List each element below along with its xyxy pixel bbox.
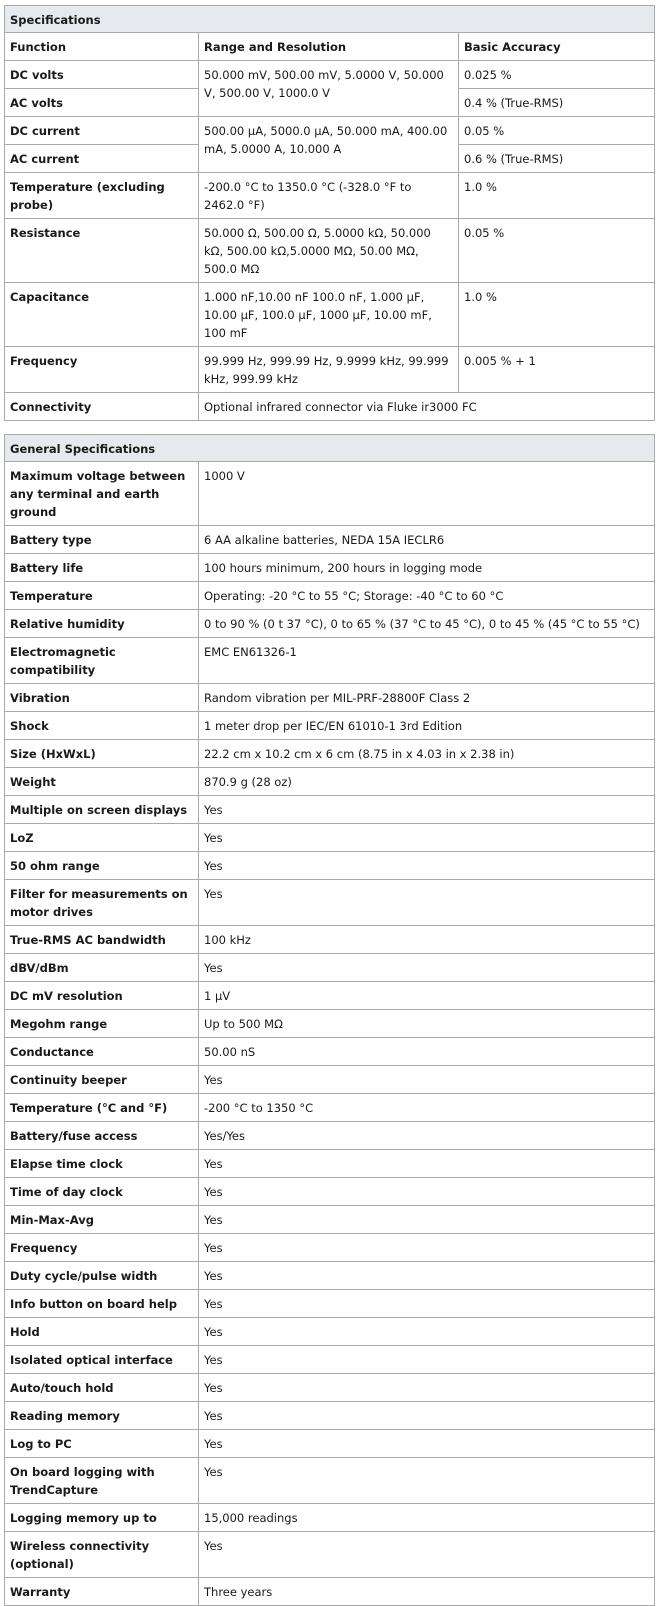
- row-range: 50.000 Ω, 500.00 Ω, 5.0000 kΩ, 50.000 kΩ, 500.00 kΩ,5.0000 MΩ, 50.00 MΩ, 500.0 MΩ: [199, 219, 459, 283]
- specifications-table: [4, 5, 655, 421]
- table-row: [5, 462, 655, 526]
- general-specifications-table: [4, 434, 655, 1606]
- table-row: [5, 740, 655, 768]
- spec-value: Yes: [199, 1402, 655, 1430]
- row-function: Capacitance: [5, 283, 199, 347]
- row-accuracy: 0.6 % (True-RMS): [459, 145, 655, 173]
- general-specifications-title: General Specifications: [5, 435, 655, 462]
- row-range: 99.999 Hz, 999.99 Hz, 9.9999 kHz, 99.999 kHz, 999.99 kHz: [199, 347, 459, 393]
- table-row: [5, 393, 655, 421]
- spec-value: Yes: [199, 1318, 655, 1346]
- spec-name: Continuity beeper: [5, 1066, 199, 1094]
- spec-value: 22.2 cm x 10.2 cm x 6 cm (8.75 in x 4.03 in x 2.38 in): [199, 740, 655, 768]
- row-accuracy: 0.05 %: [459, 219, 655, 283]
- spec-value: 1 µV: [199, 982, 655, 1010]
- table-row: [5, 526, 655, 554]
- spec-name: Logging memory up to: [5, 1504, 199, 1532]
- spec-name: Weight: [5, 768, 199, 796]
- table-row: [5, 712, 655, 740]
- table-row: [5, 768, 655, 796]
- row-range: 1.000 nF,10.00 nF 100.0 nF, 1.000 µF, 10.00 µF, 100.0 µF, 1000 µF, 10.00 mF, 100 mF: [199, 283, 459, 347]
- spec-name: True-RMS AC bandwidth: [5, 926, 199, 954]
- table-caption-row: [5, 6, 655, 33]
- spec-value: 0 to 90 % (0 t 37 °C), 0 to 65 % (37 °C to 45 °C), 0 to 45 % (45 °C to 55 °C): [199, 610, 655, 638]
- table-row: [5, 824, 655, 852]
- spec-name: Battery type: [5, 526, 199, 554]
- table-row: [5, 1150, 655, 1178]
- spec-value: Yes: [199, 1206, 655, 1234]
- spec-value: 870.9 g (28 oz): [199, 768, 655, 796]
- table-row: [5, 1458, 655, 1504]
- table-row: [5, 582, 655, 610]
- spec-name: dBV/dBm: [5, 954, 199, 982]
- table-row: [5, 638, 655, 684]
- spec-value: Yes: [199, 1262, 655, 1290]
- spec-value: Yes/Yes: [199, 1122, 655, 1150]
- spec-name: LoZ: [5, 824, 199, 852]
- header-accuracy: Basic Accuracy: [459, 33, 655, 61]
- table-row: [5, 347, 655, 393]
- table-row: [5, 1178, 655, 1206]
- table-row: [5, 173, 655, 219]
- spec-value: Three years: [199, 1578, 655, 1606]
- row-function: Resistance: [5, 219, 199, 283]
- table-row: [5, 1430, 655, 1458]
- spec-value: 1 meter drop per IEC/EN 61010-1 3rd Edition: [199, 712, 655, 740]
- spec-value: Random vibration per MIL-PRF-28800F Class 2: [199, 684, 655, 712]
- table-row: [5, 796, 655, 824]
- spec-name: Vibration: [5, 684, 199, 712]
- row-range: 500.00 µA, 5000.0 µA, 50.000 mA, 400.00 mA, 5.0000 A, 10.000 A: [199, 117, 459, 173]
- row-range: 50.000 mV, 500.00 mV, 5.0000 V, 50.000 V, 500.00 V, 1000.0 V: [199, 61, 459, 117]
- table-row: [5, 1010, 655, 1038]
- table-row: [5, 554, 655, 582]
- table-row: [5, 61, 655, 89]
- general-specifications-body: [5, 462, 655, 1606]
- spec-value: Yes: [199, 880, 655, 926]
- spec-name: Battery life: [5, 554, 199, 582]
- spec-name: Temperature (°C and °F): [5, 1094, 199, 1122]
- specifications-title: Specifications: [5, 6, 655, 33]
- table-row: [5, 1066, 655, 1094]
- spec-name: Frequency: [5, 1234, 199, 1262]
- spec-value: 6 AA alkaline batteries, NEDA 15A IECLR6: [199, 526, 655, 554]
- table-row: [5, 880, 655, 926]
- header-range: Range and Resolution: [199, 33, 459, 61]
- row-function: Frequency: [5, 347, 199, 393]
- row-function: Connectivity: [5, 393, 199, 421]
- spec-value: 1000 V: [199, 462, 655, 526]
- spec-value: Yes: [199, 852, 655, 880]
- table-row: [5, 1122, 655, 1150]
- spec-name: Isolated optical interface: [5, 1346, 199, 1374]
- spec-value: Yes: [199, 796, 655, 824]
- spec-name: Conductance: [5, 1038, 199, 1066]
- spec-name: Maximum voltage between any terminal and earth ground: [5, 462, 199, 526]
- row-accuracy: 0.025 %: [459, 61, 655, 89]
- spec-value: Yes: [199, 954, 655, 982]
- spec-name: Size (HxWxL): [5, 740, 199, 768]
- row-accuracy: 0.05 %: [459, 117, 655, 145]
- row-function: DC volts: [5, 61, 199, 89]
- table-row: [5, 1402, 655, 1430]
- row-range: -200.0 °C to 1350.0 °C (-328.0 °F to 2462.0 °F): [199, 173, 459, 219]
- spec-name: Log to PC: [5, 1430, 199, 1458]
- spec-value: EMC EN61326-1: [199, 638, 655, 684]
- spec-value: Up to 500 MΩ: [199, 1010, 655, 1038]
- table-row: [5, 1374, 655, 1402]
- spec-name: On board logging with TrendCapture: [5, 1458, 199, 1504]
- table-row: [5, 219, 655, 283]
- spec-name: Relative humidity: [5, 610, 199, 638]
- spec-name: Time of day clock: [5, 1178, 199, 1206]
- spec-value: Yes: [199, 1346, 655, 1374]
- row-accuracy: 0.005 % + 1: [459, 347, 655, 393]
- spec-value: Operating: -20 °C to 55 °C; Storage: -40 °C to 60 °C: [199, 582, 655, 610]
- spec-name: Info button on board help: [5, 1290, 199, 1318]
- spec-value: Yes: [199, 1532, 655, 1578]
- table-row: [5, 117, 655, 145]
- spec-value: 100 hours minimum, 200 hours in logging mode: [199, 554, 655, 582]
- table-row: [5, 684, 655, 712]
- spec-value: Yes: [199, 1290, 655, 1318]
- table-row: [5, 283, 655, 347]
- header-function: Function: [5, 33, 199, 61]
- spec-value: Yes: [199, 1150, 655, 1178]
- table-row: [5, 1504, 655, 1532]
- row-function: AC volts: [5, 89, 199, 117]
- spec-name: Elapse time clock: [5, 1150, 199, 1178]
- row-accuracy: 1.0 %: [459, 283, 655, 347]
- table-row: [5, 610, 655, 638]
- row-value: Optional infrared connector via Fluke ir3000 FC: [199, 393, 655, 421]
- spec-name: Multiple on screen displays: [5, 796, 199, 824]
- table-row: [5, 1038, 655, 1066]
- spec-value: Yes: [199, 824, 655, 852]
- spec-name: Electromagnetic compatibility: [5, 638, 199, 684]
- table-caption-row: [5, 435, 655, 462]
- row-function: AC current: [5, 145, 199, 173]
- spec-value: Yes: [199, 1430, 655, 1458]
- spec-name: DC mV resolution: [5, 982, 199, 1010]
- row-accuracy: 0.4 % (True-RMS): [459, 89, 655, 117]
- spec-name: Hold: [5, 1318, 199, 1346]
- table-row: [5, 1206, 655, 1234]
- spec-value: Yes: [199, 1066, 655, 1094]
- spec-name: Reading memory: [5, 1402, 199, 1430]
- table-row: [5, 954, 655, 982]
- header-row: [5, 33, 655, 61]
- table-row: [5, 1346, 655, 1374]
- spec-name: Duty cycle/pulse width: [5, 1262, 199, 1290]
- table-row: [5, 1234, 655, 1262]
- spec-value: -200 °C to 1350 °C: [199, 1094, 655, 1122]
- spec-name: Auto/touch hold: [5, 1374, 199, 1402]
- spec-name: Megohm range: [5, 1010, 199, 1038]
- spec-name: Warranty: [5, 1578, 199, 1606]
- spec-name: 50 ohm range: [5, 852, 199, 880]
- spec-value: 100 kHz: [199, 926, 655, 954]
- spec-value: 50.00 nS: [199, 1038, 655, 1066]
- table-row: [5, 982, 655, 1010]
- table-row: [5, 852, 655, 880]
- spec-value: Yes: [199, 1178, 655, 1206]
- spec-name: Temperature: [5, 582, 199, 610]
- row-accuracy: 1.0 %: [459, 173, 655, 219]
- spec-name: Min-Max-Avg: [5, 1206, 199, 1234]
- table-row: [5, 1578, 655, 1606]
- spec-value: Yes: [199, 1374, 655, 1402]
- row-function: Temperature (excluding probe): [5, 173, 199, 219]
- spec-name: Wireless connectivity (optional): [5, 1532, 199, 1578]
- spec-name: Shock: [5, 712, 199, 740]
- spec-value: 15,000 readings: [199, 1504, 655, 1532]
- table-row: [5, 1290, 655, 1318]
- table-row: [5, 1262, 655, 1290]
- spec-value: Yes: [199, 1234, 655, 1262]
- table-row: [5, 1094, 655, 1122]
- row-function: DC current: [5, 117, 199, 145]
- spec-name: Filter for measurements on motor drives: [5, 880, 199, 926]
- table-row: [5, 926, 655, 954]
- spec-value: Yes: [199, 1458, 655, 1504]
- spec-name: Battery/fuse access: [5, 1122, 199, 1150]
- table-row: [5, 1318, 655, 1346]
